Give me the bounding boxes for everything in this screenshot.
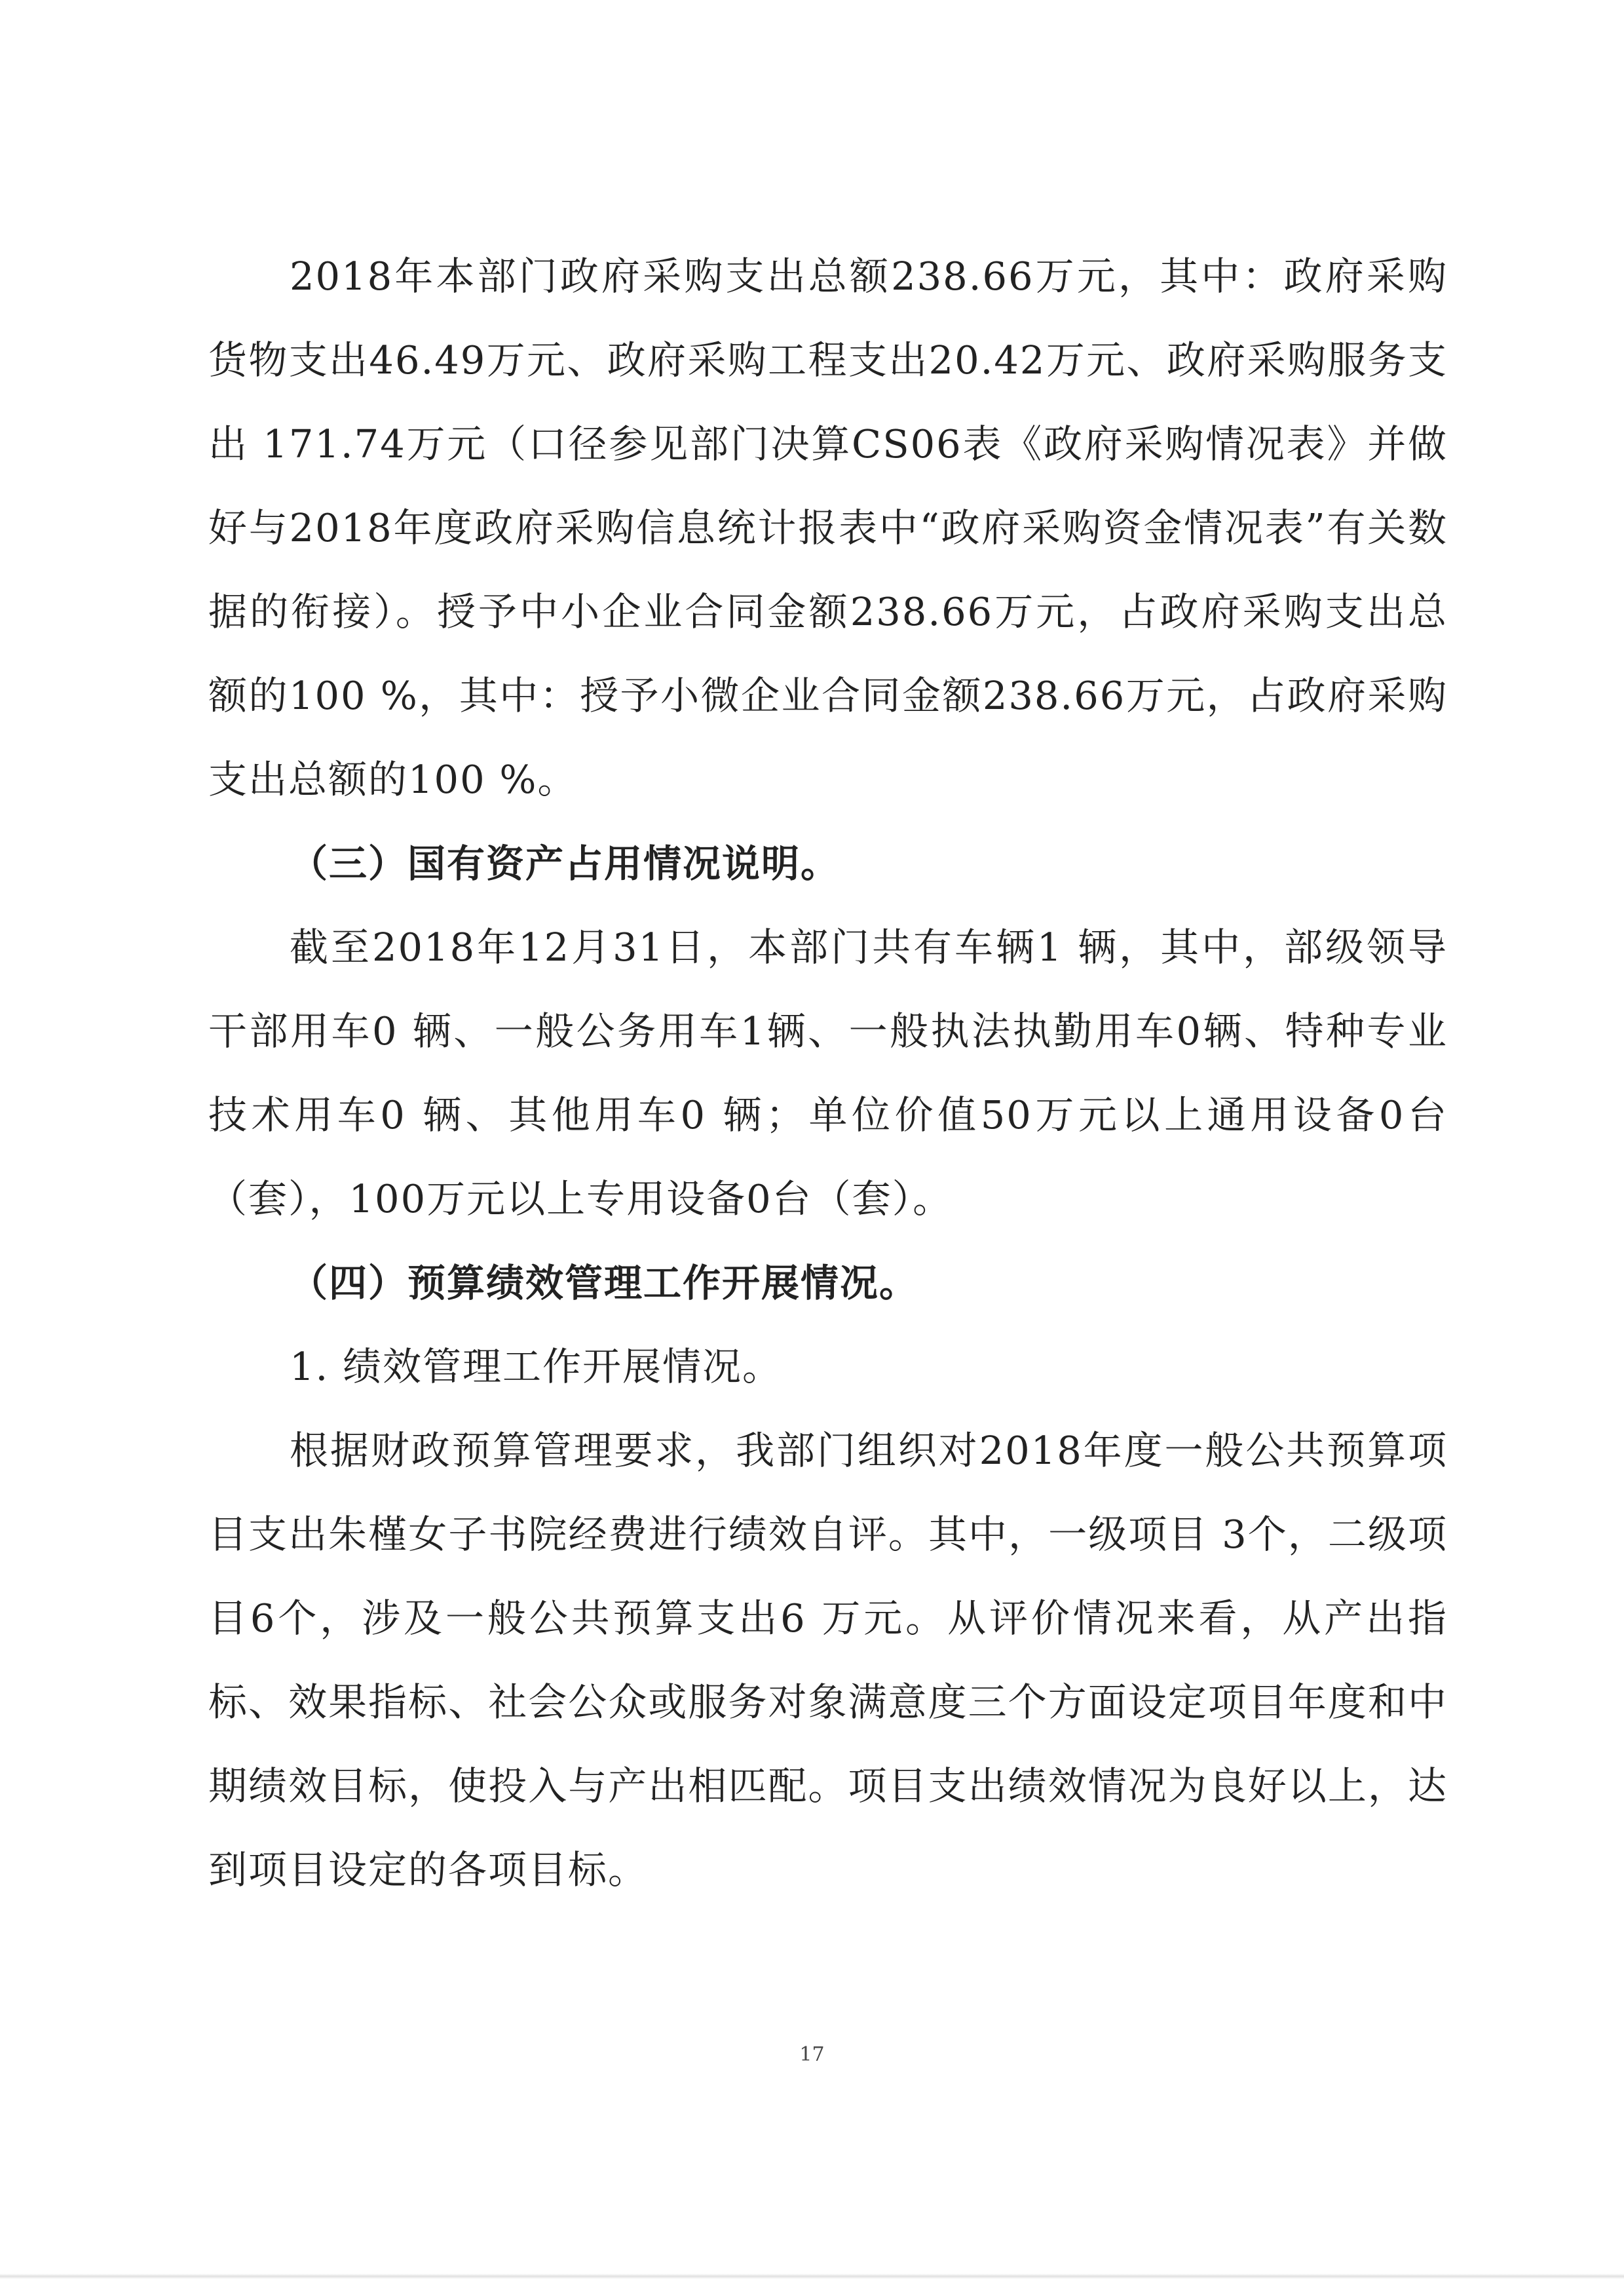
paragraph-procurement: 2018年本部门政府采购支出总额238.66万元，其中：政府采购货物支出46.49万元、政府采购工程支出20.42万元、政府采购服务支出 171.74万元（口径参见部门决算CS06表《政府采购情况表》并做好与2018年度政府采购信息统计报表中“政府采购资金情况表”有关数据的衔接）。授予中小企业合同金额238.66万元，占政府采购支出总额的100 %，其中：授予小微企业合同金额238.66万元，占政府采购支出总额的100 %。	[208, 254, 1448, 802]
paragraph-performance: 根据财政预算管理要求，我部门组织对2018年度一般公共预算项目支出朱槿女子书院经费进行绩效自评。其中，一级项目 3个，二级项目6个，涉及一般公共预算支出6 万元。从评价情况来看，从产出指标、效果指标、社会公众或服务对象满意度三个方面设定项目年度和中期绩效目标，使投入与产出相匹配。项目支出绩效情况为良好以上，达到项目设定的各项目标。	[208, 1428, 1448, 1892]
page-number: 17	[799, 2043, 825, 2066]
document-body	[208, 235, 1448, 1912]
paragraph-state-assets: 截至2018年12月31日，本部门共有车辆1 辆，其中，部级领导干部用车0 辆、一般公务用车1辆、一般执法执勤用车0辆、特种专业技术用车0 辆、其他用车0 辆；单位价值50万元以上通用设备0台（套），100万元以上专用设备0台（套）。	[208, 925, 1448, 1221]
section-heading-performance: （四）预算绩效管理工作开展情况。	[290, 1261, 919, 1305]
subsection-heading-performance-work: 1. 绩效管理工作开展情况。	[290, 1344, 783, 1389]
section-heading-state-assets: （三）国有资产占用情况说明。	[290, 841, 840, 886]
scan-edge-shadow	[0, 2274, 1624, 2279]
